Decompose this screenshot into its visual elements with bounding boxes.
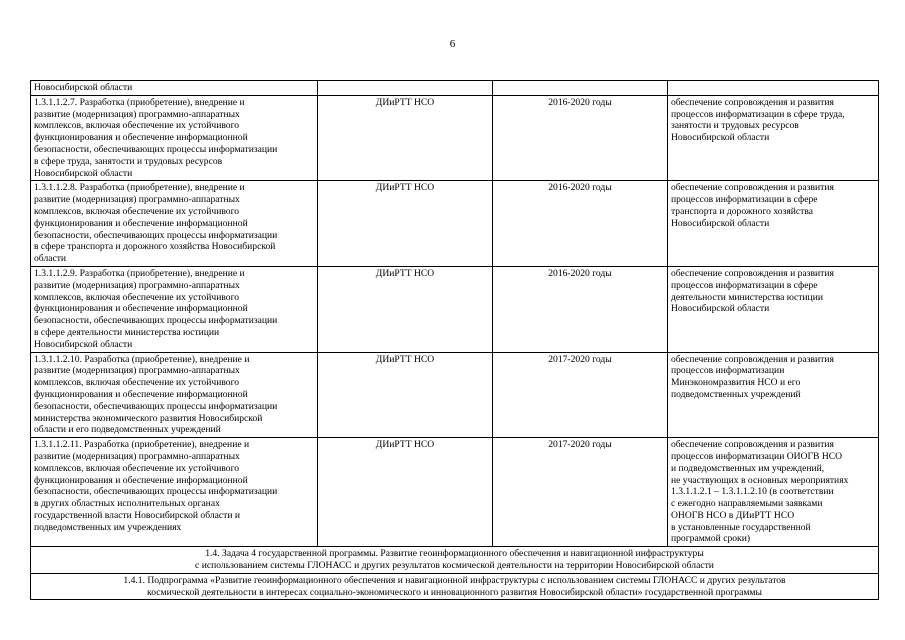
task-heading-line: с использованием системы ГЛОНАСС и других результатов космической деятельности на территории Новосибирской области [195, 560, 714, 572]
measure-name-line: комплексов, включая обеспечение их устойчивого [34, 462, 240, 474]
result-line: обеспечение сопровождения и развития [671, 439, 834, 451]
result-line: подведомственных учреждений [671, 388, 801, 400]
measure-name-line: 1.3.1.1.2.8. Разработка (приобретение), внедрение и [34, 182, 245, 194]
measure-name-line: 1.3.1.1.2.9. Разработка (приобретение), внедрение и [34, 267, 245, 279]
measure-name-line: комплексов, включая обеспечение их устойчивого [34, 205, 240, 217]
table-row [31, 266, 879, 352]
measure-name-cell [31, 95, 318, 181]
executor-text: ДИиРТТ НСО [375, 96, 435, 108]
executor-cell [318, 95, 493, 181]
measure-name-line: развитие (модернизация) программно-аппаратных [34, 108, 240, 120]
result-line: процессов информатизации [671, 365, 785, 377]
table-row [31, 181, 879, 267]
result-cell [668, 95, 879, 181]
executor-text: ДИиРТТ НСО [375, 182, 435, 194]
result-cell [668, 352, 879, 438]
measure-name-line: области и его подведомственных учреждений [34, 424, 221, 436]
page-number: 6 [449, 38, 456, 50]
measure-name-line: развитие (модернизация) программно-аппаратных [34, 365, 240, 377]
measure-name-cell [31, 81, 318, 96]
measure-name-cell [31, 438, 318, 547]
measure-name-line: области [34, 253, 67, 265]
result-line: процессов информатизации в сфере [671, 279, 818, 291]
measure-name-line: в сфере транспорта и дорожного хозяйства Новосибирской [34, 241, 276, 253]
executor-cell [318, 81, 493, 96]
term-text: 2016-2020 годы [548, 182, 612, 194]
measure-name-line: безопасности, обеспечивающих процессы информатизации [34, 143, 278, 155]
result-line: обеспечение сопровождения и развития [671, 96, 834, 108]
term-cell [493, 438, 668, 547]
measure-name-line: безопасности, обеспечивающих процессы информатизации [34, 315, 278, 327]
result-line: Новосибирской области [671, 132, 770, 144]
measure-name-line: безопасности, обеспечивающих процессы информатизации [34, 229, 278, 241]
measure-name-line: функционирования и обеспечение информационной [34, 132, 248, 144]
measure-name-line: государственной власти Новосибирской области и [34, 509, 240, 521]
measure-name-line: комплексов, включая обеспечение их устойчивого [34, 120, 240, 132]
result-line: процессов информатизации ОИОГВ НСО [671, 450, 843, 462]
measure-name-line: безопасности, обеспечивающих процессы информатизации [34, 486, 278, 498]
result-line: 1.3.1.1.2.1 – 1.3.1.1.2.10 (в соответствии [671, 486, 834, 498]
subprogram-heading-line: 1.4.1. Подпрограмма «Развитие геоинформационного обеспечения и навигационной инфраструктуры с использованием системы ГЛОНАСС и других результатов [123, 574, 786, 586]
result-line: Новосибирской области [671, 303, 770, 315]
result-line: обеспечение сопровождения и развития [671, 182, 834, 194]
result-line: обеспечение сопровождения и развития [671, 353, 834, 365]
executor-cell [318, 181, 493, 267]
subprogram-heading-cell [31, 573, 879, 600]
table-row [31, 438, 879, 547]
measure-name-line: комплексов, включая обеспечение их устойчивого [34, 377, 240, 389]
term-text: 2017-2020 годы [548, 353, 612, 365]
measure-name-line: Новосибирской области [34, 338, 133, 350]
result-line: процессов информатизации в сфере труда, [671, 108, 845, 120]
table-row-continuation [31, 81, 879, 96]
result-line: Новосибирской области [671, 217, 770, 229]
result-cell [668, 81, 879, 96]
executor-cell [318, 352, 493, 438]
result-line: не участвующих в основных мероприятиях [671, 474, 849, 486]
subprogram-row [31, 573, 879, 600]
measure-name-line: комплексов, включая обеспечение их устойчивого [34, 291, 240, 303]
result-line: и подведомственных им учреждений, [671, 462, 825, 474]
term-text: 2017-2020 годы [548, 439, 612, 451]
measure-name-text: Новосибирской области [34, 82, 133, 93]
executor-text: ДИиРТТ НСО [375, 353, 435, 365]
measure-name-line: Новосибирской области [34, 167, 133, 179]
measure-name-cell [31, 181, 318, 267]
measure-name-line: подведомственных им учреждениях [34, 521, 182, 533]
term-cell [493, 266, 668, 352]
result-cell [668, 266, 879, 352]
measure-name-cell [31, 266, 318, 352]
result-line: занятости и трудовых ресурсов [671, 120, 799, 132]
task-row [31, 547, 879, 574]
task-heading-line: 1.4. Задача 4 государственной программы. Развитие геоинформационного обеспечения и навигационной инфраструктуры [205, 548, 704, 560]
measure-name-cell [31, 352, 318, 438]
term-text: 2016-2020 годы [548, 267, 612, 279]
executor-cell [318, 266, 493, 352]
result-line: транспорта и дорожного хозяйства [671, 205, 814, 217]
measure-name-line: в сфере труда, занятости и трудовых ресурсов [34, 155, 223, 167]
measure-name-line: безопасности, обеспечивающих процессы информатизации [34, 400, 278, 412]
task-heading-cell [31, 547, 879, 574]
measure-name-line: министерства экономического развития Новосибирской [34, 412, 263, 424]
result-line: обеспечение сопровождения и развития [671, 267, 834, 279]
result-line: ОНОГВ НСО в ДИиРТТ НСО [671, 509, 795, 521]
term-cell [493, 81, 668, 96]
measure-name-line: 1.3.1.1.2.10. Разработка (приобретение), внедрение и [34, 353, 250, 365]
measure-name-line: функционирования и обеспечение информационной [34, 217, 248, 229]
term-text: 2016-2020 годы [548, 96, 612, 108]
measure-name-line: функционирования и обеспечение информационной [34, 388, 248, 400]
table-row [31, 352, 879, 438]
measure-name-line: функционирования и обеспечение информационной [34, 474, 248, 486]
term-cell [493, 352, 668, 438]
measure-name-line: развитие (модернизация) программно-аппаратных [34, 279, 240, 291]
executor-text: ДИиРТТ НСО [375, 439, 435, 451]
executor-cell [318, 438, 493, 547]
measure-name-line: в других областных исполнительных органах [34, 498, 220, 510]
term-cell [493, 181, 668, 267]
result-line: Минэкономразвития НСО и его [671, 377, 801, 389]
result-cell [668, 181, 879, 267]
measure-name-line: развитие (модернизация) программно-аппаратных [34, 450, 240, 462]
measure-name-line: в сфере деятельности министерства юстиции [34, 326, 220, 338]
result-line: процессов информатизации в сфере [671, 194, 818, 206]
result-line: в установленные государственной [671, 521, 811, 533]
measure-name-line: 1.3.1.1.2.11. Разработка (приобретение), внедрение и [34, 439, 250, 451]
result-line: программой сроки) [671, 533, 751, 545]
term-cell [493, 95, 668, 181]
result-line: деятельности министерства юстиции [671, 291, 823, 303]
measure-name-line: развитие (модернизация) программно-аппаратных [34, 194, 240, 206]
measures-table [30, 80, 879, 600]
executor-text: ДИиРТТ НСО [375, 267, 435, 279]
measure-name-line: функционирования и обеспечение информационной [34, 303, 248, 315]
measure-name-line: 1.3.1.1.2.7. Разработка (приобретение), внедрение и [34, 96, 245, 108]
table-row [31, 95, 879, 181]
subprogram-heading-line: космической деятельности в интересах социально-экономического и инновационного развития Новосибирской области» государственной программы [147, 586, 762, 598]
result-cell [668, 438, 879, 547]
result-line: с ежегодно направляемыми заявками [671, 498, 823, 510]
